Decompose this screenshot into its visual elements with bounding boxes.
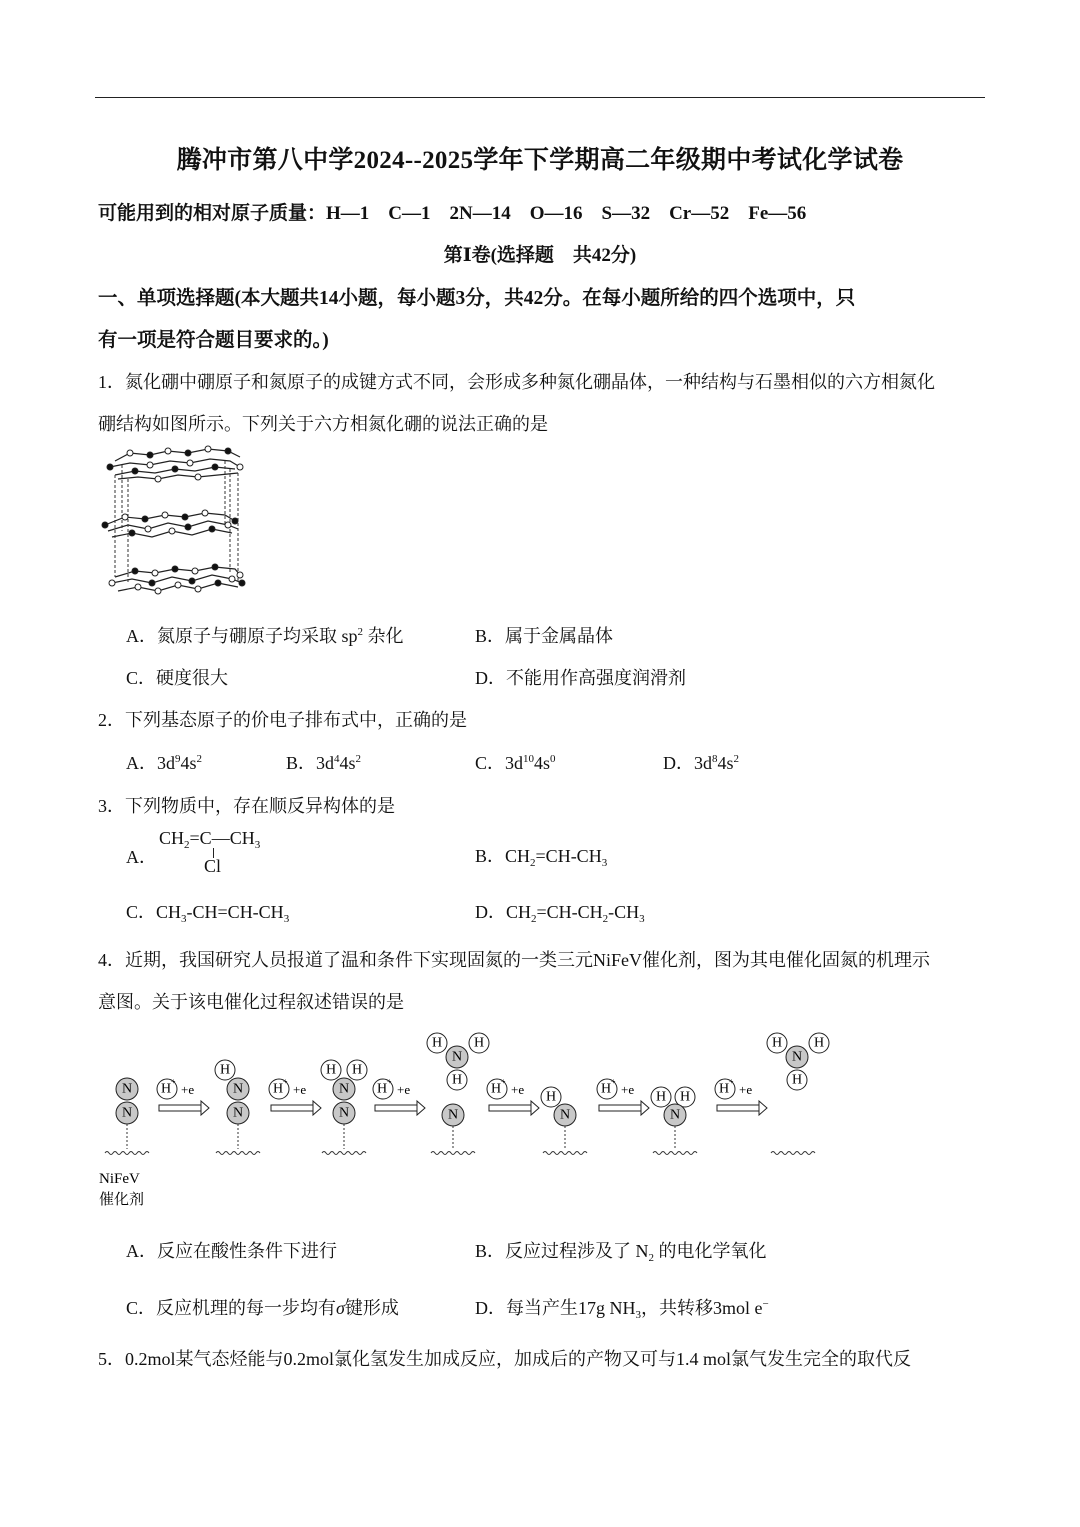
header-rule	[95, 97, 985, 98]
svg-text:H: H	[791, 1072, 803, 1088]
q4-option-d[interactable]: D．每当产生17g $NH_3$，共转移3mol e−	[475, 1298, 769, 1321]
section-heading-line2: 有一项是符合题目要求的。)	[98, 330, 329, 351]
q3-option-d[interactable]: D．$CH_2=CH-CH_2-CH_3$	[475, 902, 645, 925]
svg-text:H: H	[600, 1081, 612, 1097]
arrow-step-3	[373, 1077, 425, 1115]
atomic-mass-line: 可能用到的相对原子质量：H—1 C—1 2N—14 O—16 S—32 Cr—52 Fe—56	[98, 203, 807, 224]
q2-option-d[interactable]: D．$3d^84s^2$	[663, 753, 740, 773]
svg-text:H: H	[351, 1062, 363, 1078]
svg-text:N: N	[447, 1107, 459, 1123]
svg-text:N: N	[451, 1049, 463, 1065]
stage-5-nh	[541, 1087, 587, 1155]
svg-text:+: +	[171, 1077, 176, 1086]
svg-text:H: H	[545, 1089, 557, 1105]
svg-text:H: H	[272, 1081, 284, 1097]
q3-option-a-label[interactable]: A．	[126, 847, 157, 867]
svg-text:N: N	[232, 1105, 244, 1121]
svg-text:H: H	[655, 1089, 667, 1105]
arrow-step-2	[269, 1077, 321, 1115]
svg-text:N: N	[232, 1081, 244, 1097]
svg-text:+: +	[283, 1077, 288, 1086]
volume-title: 第Ⅰ卷(选择题 共42分)	[443, 245, 637, 266]
svg-text:+e: +e	[293, 1082, 307, 1097]
stage-2-n2h	[215, 1060, 260, 1155]
svg-text:H: H	[679, 1089, 691, 1105]
svg-text:H: H	[490, 1081, 502, 1097]
stage-1-n2	[105, 1078, 149, 1155]
svg-text:H: H	[325, 1062, 337, 1078]
svg-text:+e: +e	[739, 1082, 753, 1097]
svg-text:N: N	[121, 1105, 133, 1121]
stage-4-nh3-release	[427, 1033, 489, 1155]
q3-option-c[interactable]: C．$CH_3-CH=CH-CH_3$	[126, 902, 290, 925]
exam-title: 腾冲市第八中学2024--2025学年下学期高二年级期中考试化学试卷	[176, 147, 904, 174]
q2-stem: 2．下列基态原子的价电子排布式中，正确的是	[98, 710, 467, 730]
stage-6-nh2	[651, 1087, 697, 1155]
q1-option-d[interactable]: D．不能用作高强度润滑剂	[475, 668, 686, 688]
q2-option-a[interactable]: A．$3d^94s^2$	[126, 753, 203, 773]
arrow-step-6	[715, 1077, 767, 1115]
catalyst-label-line1: NiFeV	[99, 1171, 140, 1187]
svg-text:N: N	[338, 1081, 350, 1097]
svg-text:+: +	[387, 1077, 392, 1086]
svg-text:+e: +e	[621, 1082, 635, 1097]
svg-text:H: H	[376, 1081, 388, 1097]
q3-option-b[interactable]: B．$CH_2=CH-CH_3$	[475, 846, 608, 869]
q4-option-c[interactable]: C．反应机理的每一步均有σ键形成	[126, 1298, 399, 1318]
q3-option-a-formula[interactable]: $CH_2=C—CH_3$	[159, 828, 261, 851]
nitrogen-fixation-mechanism-diagram	[95, 1025, 855, 1215]
catalyst-label-line2: 催化剂	[99, 1192, 145, 1208]
svg-text:N: N	[338, 1105, 350, 1121]
q1-stem-line1: 1．氮化硼中硼原子和氮原子的成键方式不同，会形成多种氮化硼晶体，一种结构与石墨相似的六方相氮化	[98, 372, 935, 392]
arrow-step-1	[157, 1077, 209, 1115]
svg-text:+e: +e	[511, 1082, 525, 1097]
q4-option-a[interactable]: A．反应在酸性条件下进行	[126, 1241, 337, 1261]
q4-stem-line1: 4．近期，我国研究人员报道了温和条件下实现固氮的一类三元NiFeV催化剂，图为其电催化固氮的机理示	[98, 950, 930, 970]
svg-text:H: H	[451, 1072, 463, 1088]
q4-option-b[interactable]: B．反应过程涉及了 $N_2$ 的电化学氧化	[475, 1241, 767, 1264]
stage-3-n2h2	[321, 1060, 367, 1155]
arrow-step-5	[597, 1077, 649, 1115]
arrow-step-4	[487, 1077, 539, 1115]
q1-option-b[interactable]: B．属于金属晶体	[475, 626, 614, 646]
svg-text:N: N	[791, 1049, 803, 1065]
svg-text:+e: +e	[397, 1082, 411, 1097]
q3-a-cl: Cl	[204, 856, 222, 876]
q5-stem-line1: 5．0.2mol某气态烃能与0.2mol氯化氢发生加成反应，加成后的产物又可与1.4 mol氯气发生完全的取代反	[98, 1349, 912, 1369]
svg-text:H: H	[771, 1035, 783, 1051]
svg-text:H: H	[473, 1035, 485, 1051]
svg-text:+: +	[729, 1077, 734, 1086]
q3-stem: 3．下列物质中，存在顺反异构体的是	[98, 796, 395, 816]
q2-option-c[interactable]: C．$3d^{10}4s^0$	[475, 753, 556, 773]
section-heading-line1: 一、单项选择题(本大题共14小题，每小题3分，共42分。在每小题所给的四个选项中，只	[98, 288, 856, 309]
q1-option-a[interactable]: A．氮原子与硼原子均采取 $sp^2$ 杂化	[126, 626, 404, 646]
stage-7-nh3-final	[767, 1033, 829, 1155]
svg-text:H: H	[718, 1081, 730, 1097]
svg-text:H: H	[813, 1035, 825, 1051]
svg-text:N: N	[559, 1107, 571, 1123]
q4-stem-line2: 意图。关于该电催化过程叙述错误的是	[98, 992, 404, 1012]
svg-text:N: N	[121, 1081, 133, 1097]
q1-stem-line2: 硼结构如图所示。下列关于六方相氮化硼的说法正确的是	[98, 414, 548, 434]
hexagonal-bn-structure-figure	[100, 445, 250, 600]
q2-option-b[interactable]: B．$3d^44s^2$	[286, 753, 362, 773]
svg-text:N: N	[669, 1107, 681, 1123]
svg-text:H: H	[219, 1062, 231, 1078]
svg-text:+e: +e	[181, 1082, 195, 1097]
svg-text:+: +	[611, 1077, 616, 1086]
svg-text:H: H	[431, 1035, 443, 1051]
svg-text:H: H	[160, 1081, 172, 1097]
svg-text:+: +	[501, 1077, 506, 1086]
q1-option-c[interactable]: C．硬度很大	[126, 668, 229, 688]
